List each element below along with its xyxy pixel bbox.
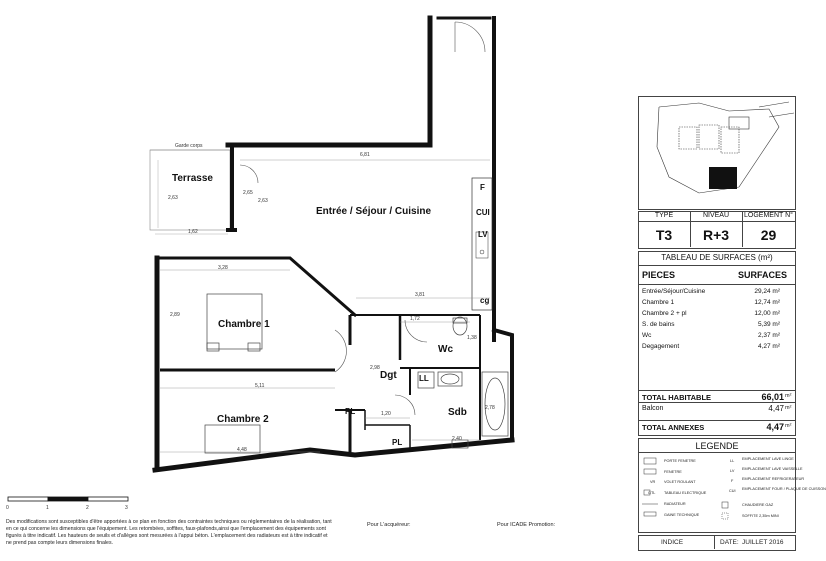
dim-label: 3,28 xyxy=(218,265,228,271)
dim-label: 1,62 xyxy=(188,229,198,235)
niveau-value: R+3 xyxy=(702,227,730,243)
scale-label: 3 xyxy=(125,505,128,511)
legend-item: CHAUDIERE GAZ xyxy=(742,503,774,507)
row-piece: Degagement xyxy=(642,343,680,350)
label-f: F xyxy=(480,183,485,192)
scale-label: 2 xyxy=(86,505,89,511)
legend-code: F xyxy=(731,479,734,483)
dim-label: 2,40 xyxy=(452,436,462,442)
room-dgt: Dgt xyxy=(380,370,397,381)
dim-label: 2,78 xyxy=(485,405,495,411)
row-surface: 29,24 m² xyxy=(754,288,780,295)
col-surfaces: SURFACES xyxy=(738,270,788,280)
dim-label: 1,20 xyxy=(381,411,391,417)
dim-label: 2,63 xyxy=(168,195,178,201)
scale-label: 0 xyxy=(6,505,9,511)
dim-label: 2,63 xyxy=(258,198,268,204)
legend-code: LV xyxy=(730,469,735,473)
room-sejour: Entrée / Séjour / Cuisine xyxy=(316,206,432,217)
dim-label: 5,11 xyxy=(255,383,265,389)
total-habitable-value: 66,01 xyxy=(761,392,784,402)
niveau-label: NIVEAU xyxy=(702,212,730,219)
interior-walls xyxy=(160,315,480,452)
legend-item: EMPLACEMENT FOUR / PLAQUE DE CUISSON xyxy=(742,487,826,491)
kitchen-counter xyxy=(472,178,492,310)
date-label: DATE: xyxy=(720,539,739,546)
type-value: T3 xyxy=(655,227,673,243)
legend-code: VR xyxy=(650,480,656,484)
logement-value: 29 xyxy=(760,227,777,243)
terrace-area xyxy=(150,150,230,230)
row-surface: 12,00 m² xyxy=(754,310,780,317)
legend-item: RADIATEUR xyxy=(664,502,686,506)
date-value: JUILLET 2016 xyxy=(742,539,784,546)
row-piece: Wc xyxy=(642,332,652,339)
total-habitable-label: TOTAL HABITABLE xyxy=(642,393,712,402)
total-annexes-value: 4,47 xyxy=(766,422,784,432)
surfaces-title: TABLEAU DE SURFACES (m²) xyxy=(661,253,773,262)
legend-code: GTL xyxy=(648,491,656,495)
legend-item: SOFFITE 2,35m MINI xyxy=(742,514,779,518)
dim-label: 4,48 xyxy=(237,447,247,453)
indice-label: INDICE xyxy=(661,539,684,546)
room-wc: Wc xyxy=(438,344,453,355)
total-habitable-unit: m² xyxy=(785,393,792,399)
label-lv: LV xyxy=(478,230,488,239)
total-annexes-unit: m² xyxy=(785,423,792,429)
row-piece: Chambre 1 xyxy=(642,299,675,306)
row-surface: 12,74 m² xyxy=(754,299,780,306)
legend-item: EMPLACEMENT LAVE LINGE xyxy=(742,457,794,461)
dim-label: 2,89 xyxy=(170,312,180,318)
type-label: TYPE xyxy=(654,212,674,219)
garde-corps-label: Garde corps xyxy=(175,143,203,149)
legend-item: TABLEAU ELECTRIQUE xyxy=(664,491,707,495)
balcon-label: Balcon xyxy=(642,405,664,412)
dim-label: 3,81 xyxy=(415,292,425,298)
dim-label: 2,98 xyxy=(370,365,380,371)
balcon-value: 4,47 xyxy=(768,404,784,413)
legend-item: PORTE FENETRE xyxy=(664,459,696,463)
row-piece: Entrée/Séjour/Cuisine xyxy=(642,288,706,295)
legend-code: LL xyxy=(730,459,735,463)
doors xyxy=(240,22,485,415)
legend-item: GAINE TECHNIQUE xyxy=(664,513,700,517)
promotion-label: Pour ICADE Promotion: xyxy=(497,522,556,528)
key-plan xyxy=(638,96,796,210)
legend-title: LEGENDE xyxy=(695,441,739,451)
outer-walls xyxy=(155,18,512,470)
balcon-unit: m² xyxy=(785,405,792,411)
room-sdb: Sdb xyxy=(448,407,467,418)
scale-label: 1 xyxy=(46,505,49,511)
disclaimer-text: Des modifications sont susceptibles d'être apportées à ce plan en fonction des contraintes techniques ou réglementaires de la réalisation, tant en ce qui concerne les dimensions que l'équipement. Les retombées, soffites, faux-plafonds,ainsi que l'emplacement des équipements sont figurés à titre indicatif. Les hauteurs de seuils et d'allèges sont mesurées à l'appui béton. L'emplacement des radiateurs est à titre indicatif et ne prend pas compte leurs dimensions finales. xyxy=(6,519,332,546)
row-surface: 4,27 m² xyxy=(757,343,780,350)
scale-bar xyxy=(8,497,128,501)
room-pl2: PL xyxy=(392,438,403,447)
dim-label: 1,38 xyxy=(467,335,477,341)
label-cg: cg xyxy=(480,296,490,305)
legend-item: EMPLACEMENT REFRIGERATEUR xyxy=(742,477,805,481)
dim-label: 6,81 xyxy=(360,152,370,158)
beds xyxy=(205,294,265,453)
acquereur-label: Pour L'acquéreur: xyxy=(367,522,411,528)
legend-item: EMPLACEMENT LAVE VAISSELLE xyxy=(742,467,803,471)
row-piece: S. de bains xyxy=(642,321,675,328)
room-pl1: PL xyxy=(345,407,356,416)
legend-item: FENETRE xyxy=(664,470,682,474)
room-ll: LL xyxy=(419,374,429,383)
logement-label: LOGEMENT N° xyxy=(744,212,793,219)
legend-item: VOLET ROULANT xyxy=(664,480,696,484)
row-surface: 2,37 m² xyxy=(757,332,780,339)
room-terrasse: Terrasse xyxy=(172,173,213,184)
col-pieces: PIECES xyxy=(642,270,676,280)
label-cui: CUI xyxy=(476,208,490,217)
legend-code: CUI xyxy=(729,489,736,493)
dim-label: 2,65 xyxy=(243,190,253,196)
row-surface: 5,39 m² xyxy=(757,321,780,328)
room-chambre1: Chambre 1 xyxy=(218,319,270,330)
dim-label: 1,72 xyxy=(410,316,420,322)
row-piece: Chambre 2 + pl xyxy=(642,310,687,317)
room-chambre2: Chambre 2 xyxy=(217,414,269,425)
total-annexes-label: TOTAL ANNEXES xyxy=(642,423,705,432)
